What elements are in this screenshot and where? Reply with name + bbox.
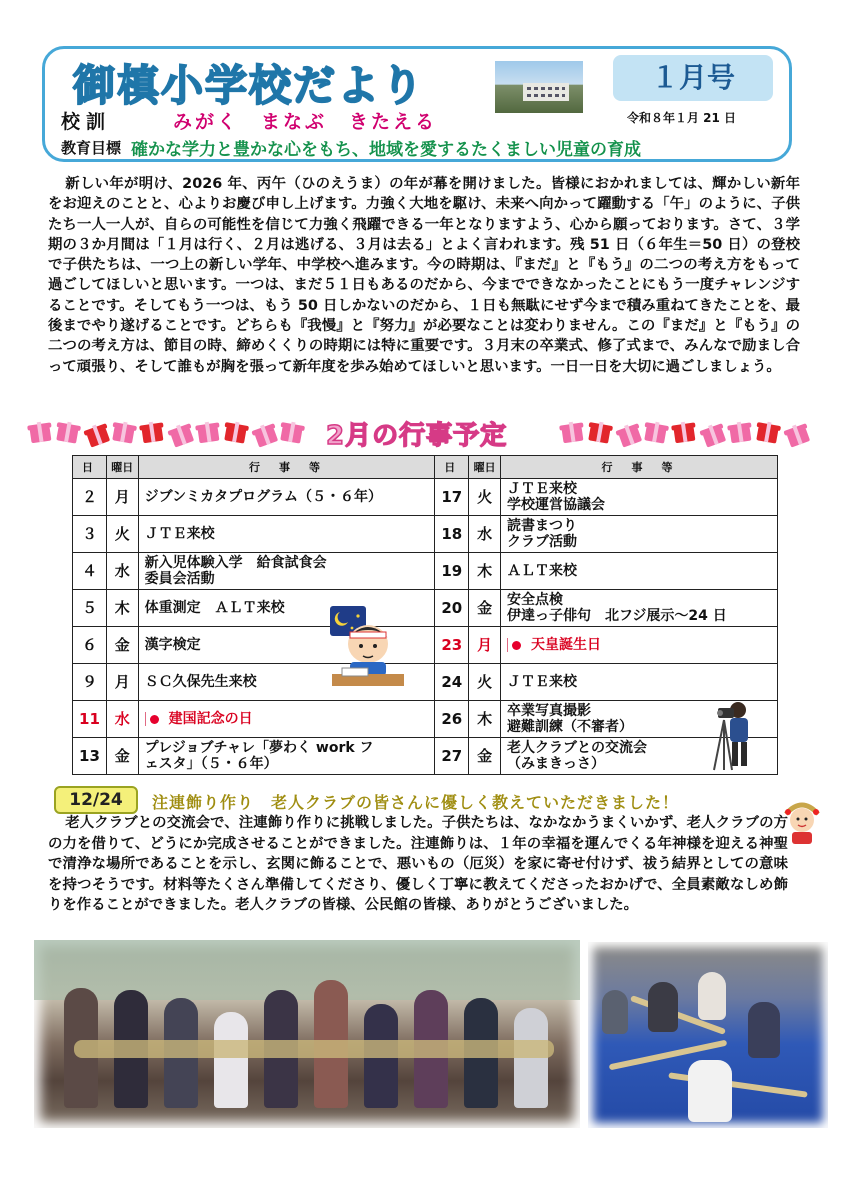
col-event: 行 事 等 xyxy=(138,456,435,479)
table-row xyxy=(73,664,778,701)
table-row xyxy=(73,627,778,664)
holiday-dot-icon xyxy=(150,715,159,724)
event-line-1: 老人クラブとの交流会 xyxy=(506,740,647,756)
table-row xyxy=(73,701,778,738)
table-row xyxy=(73,590,778,627)
motto-label: 校訓 xyxy=(61,111,112,133)
event-line-2: 委員会活動 xyxy=(144,571,215,587)
event-line-1: 新入児体験入学 給食試食会 xyxy=(144,555,327,571)
event-day: 18 xyxy=(435,516,469,553)
event-cell xyxy=(500,664,777,701)
col-day: 日 xyxy=(73,456,107,479)
event-cell xyxy=(500,590,777,627)
event-line-1: 体重測定 ＡＬＴ来校 xyxy=(144,600,285,616)
event-line-1: 卒業写真撮影 xyxy=(506,703,591,719)
event-cell xyxy=(500,479,777,516)
goal-label: 教育目標 xyxy=(61,139,122,157)
event-day: 13 xyxy=(73,738,107,775)
event-weekday: 金 xyxy=(106,627,138,664)
event-day: ６ xyxy=(73,627,107,664)
event-text: 天皇誕生日 xyxy=(530,637,601,653)
section-date-tag: 12/24 xyxy=(54,786,138,814)
event-weekday: 金 xyxy=(469,738,501,775)
event-weekday: 月 xyxy=(106,664,138,701)
intro-paragraph: 新しい年が明け、2026 年、丙午（ひのえうま）の年が幕を開けました。皆様におかれましては、輝かしい新年をお迎えのことと、心よりお慶び申し上げます。力強く大地を駆け、未来へ向かって躍動する「午」のように、子供たち一人一人が、自らの可能性を信じて力強く飛躍できる一年となりますよう、心から願っております。さて、３学期の３か月間は「１月は行く、２月は逃げる、３月は去る」とよく言われます。残 51 日（６年生＝50 日）の登校で子供たちは、一つ上の新しい学年、中学校へ進みます。今の時期は、『まだ』と『もう』の二つの考え方をもって過ごしてほしいと思います。一つは、まだ５１日もあるのだから、今までできなかったことにもう一度チャレンジすることです。そしてもう一つは、もう 50 日しかないのだから、１日も無駄にせず今まで積み重ねてきたことを、最後までやり遂げることです。どちらも『我慢』と『努力』が必要なことは変わりません。この『まだ』と『もう』の二つの考え方は、節目の時、締めくくりの時期には特に重要です。３月末の卒業式、修了式まで、みんなで励まし合って頑張り、そして誰もが胸を張って新年度を歩み始めてほしいと思います。一日一日を大切に過ごしましょう。 xyxy=(48,176,800,375)
event-weekday: 水 xyxy=(106,701,138,738)
event-weekday: 金 xyxy=(106,738,138,775)
event-line-1: ＡＬＴ来校 xyxy=(506,563,577,579)
events-table xyxy=(72,455,778,775)
event-line-1: 読書まつり xyxy=(506,518,577,534)
event-line-1: 漢字検定 xyxy=(144,637,201,653)
event-line-1: ジブンミカタプログラム（５・６年） xyxy=(144,489,382,505)
table-row xyxy=(73,479,778,516)
newsletter-header xyxy=(42,46,792,162)
event-weekday: 木 xyxy=(106,590,138,627)
newsletter-title: 御槙小学校だより xyxy=(73,61,426,110)
event-day: 27 xyxy=(435,738,469,775)
event-line-2: 避難訓練（不審者） xyxy=(506,719,633,735)
event-day: 23 xyxy=(435,627,469,664)
section-body: 老人クラブとの交流会で、注連飾り作りに挑戦しました。子供たちは、なかなかうまくいかず、老人クラブの方の力を借りて、どうにか完成させることができました。注連飾りは、１年の幸福を運んでくる年神様を迎える神聖で清浄な場所であることを示し、玄関に飾ることで、悪いもの（厄災）を家に寄せ付けず、祓う結界としての意味を持つそうです。材料等たくさん準備してくださり、優しく丁寧に教えてくださったおかげで、全員素敵なしめ飾りを作ることができました。老人クラブの皆様、公民館の皆様、ありがとうございました。 xyxy=(48,815,788,914)
event-day: ９ xyxy=(73,664,107,701)
event-cell xyxy=(138,738,435,775)
event-day: 11 xyxy=(73,701,107,738)
col-weekday-2: 曜日 xyxy=(469,456,501,479)
event-weekday: 火 xyxy=(469,479,501,516)
event-day: 20 xyxy=(435,590,469,627)
col-day-2: 日 xyxy=(435,456,469,479)
issue-label: １月号 xyxy=(613,55,773,101)
studying-child-illustration xyxy=(326,604,408,688)
event-cell xyxy=(138,516,435,553)
goal-text: 確かな学力と豊かな心をもち、地域を愛するたくましい児童の育成 xyxy=(131,140,641,160)
photographer-illustration xyxy=(708,700,758,772)
event-weekday: 火 xyxy=(106,516,138,553)
group-photo-shimekazari xyxy=(34,940,580,1128)
event-day: 24 xyxy=(435,664,469,701)
event-day: 19 xyxy=(435,553,469,590)
event-line-1: プレジョブチャレ「夢わく work フ xyxy=(144,740,374,756)
event-line-2: クラブ活動 xyxy=(506,534,577,550)
gift-decoration-right xyxy=(560,420,808,448)
event-text: 建国記念の日 xyxy=(168,711,253,727)
event-day: ５ xyxy=(73,590,107,627)
event-line-1: 安全点検 xyxy=(506,592,563,608)
event-line-2: ェスタ」（５・６年） xyxy=(144,756,278,772)
school-building-photo xyxy=(495,61,583,113)
event-day: ４ xyxy=(73,553,107,590)
event-line-1: ＳＣ久保先生来校 xyxy=(144,674,257,690)
section-title: 注連飾り作り 老人クラブの皆さんに優しく教えていただきました！ xyxy=(152,793,680,812)
event-cell xyxy=(500,516,777,553)
event-cell xyxy=(138,701,435,738)
event-line-2: （みまきっさ） xyxy=(506,756,605,772)
col-weekday: 曜日 xyxy=(106,456,138,479)
gift-decoration-left xyxy=(28,420,304,448)
event-day: ３ xyxy=(73,516,107,553)
table-row xyxy=(73,553,778,590)
table-row xyxy=(73,516,778,553)
event-line-1: ＪＴＥ来校 xyxy=(144,526,215,542)
motto-text: みがく まなぶ きたえる xyxy=(173,111,438,133)
event-weekday: 金 xyxy=(469,590,501,627)
event-weekday: 月 xyxy=(469,627,501,664)
event-line-1: ＪＴＥ来校 xyxy=(506,481,577,497)
event-weekday: 木 xyxy=(469,701,501,738)
event-weekday: 木 xyxy=(469,553,501,590)
table-row xyxy=(73,738,778,775)
event-weekday: 水 xyxy=(106,553,138,590)
event-line-1: ＪＴＥ来校 xyxy=(506,674,577,690)
event-cell xyxy=(500,627,777,664)
event-line-2: 伊達っ子俳句 北フジ展示～24 日 xyxy=(506,608,727,624)
event-line-2: 学校運営協議会 xyxy=(506,497,605,513)
event-weekday: 月 xyxy=(106,479,138,516)
issue-date: 令和８年１月 21 日 xyxy=(627,111,737,125)
event-day: 26 xyxy=(435,701,469,738)
holiday-dot-icon xyxy=(512,641,521,650)
workshop-photo-shimekazari xyxy=(588,942,828,1128)
event-cell xyxy=(138,553,435,590)
event-weekday: 火 xyxy=(469,664,501,701)
event-weekday: 水 xyxy=(469,516,501,553)
events-title: 2月の行事予定 xyxy=(326,421,508,451)
event-day: ２ xyxy=(73,479,107,516)
event-day: 17 xyxy=(435,479,469,516)
col-event-2: 行 事 等 xyxy=(500,456,777,479)
event-cell xyxy=(500,553,777,590)
event-cell xyxy=(138,479,435,516)
